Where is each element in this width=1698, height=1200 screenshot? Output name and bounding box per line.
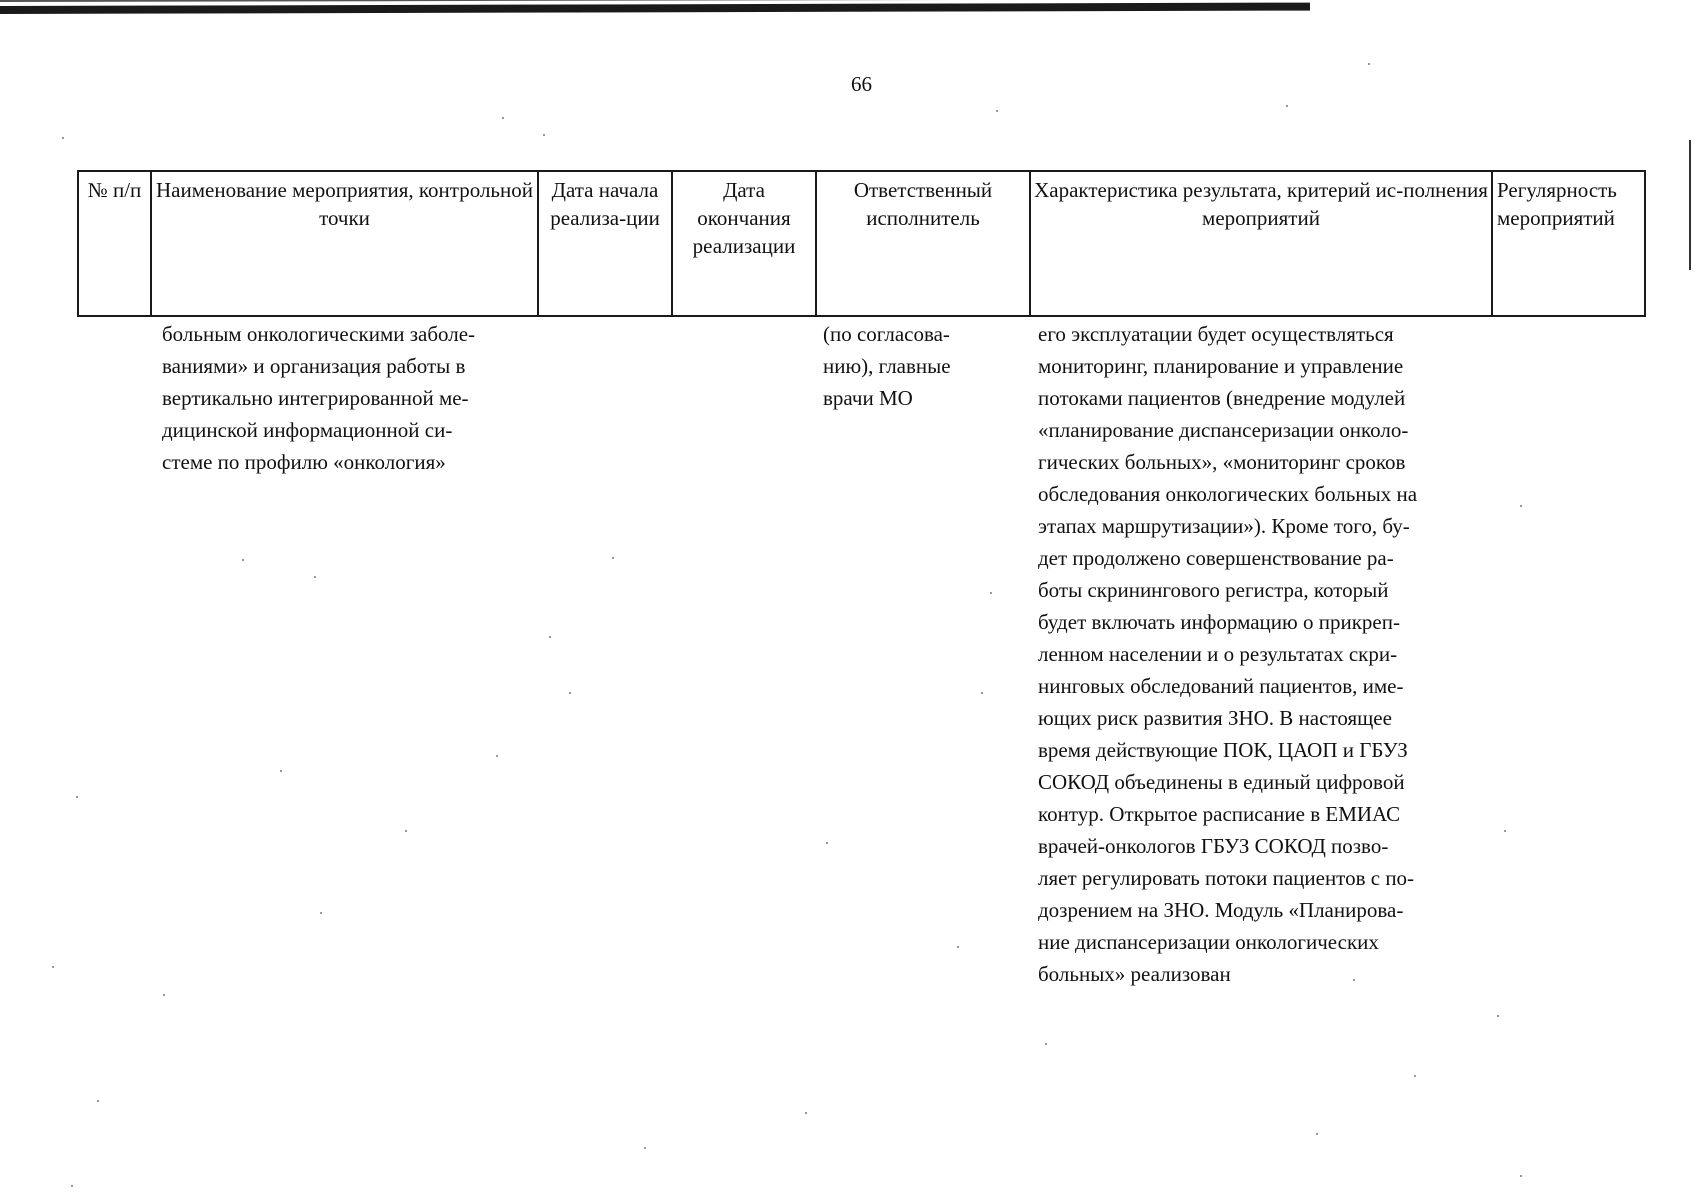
text-line: врачей-онкологов ГБУЗ СОКОД позво- (1038, 834, 1389, 858)
scan-speck (990, 592, 992, 594)
text-line: контур. Открытое расписание в ЕМИАС (1038, 802, 1401, 826)
text-line: дозрением на ЗНО. Модуль «Планирова- (1038, 898, 1404, 922)
text-line: ленном населении и о результатах скри- (1038, 642, 1398, 666)
text-line: ние диспансеризации онкологических (1038, 930, 1379, 954)
scan-speck (543, 134, 545, 136)
scan-speck (71, 1185, 73, 1187)
scan-speck (76, 796, 78, 798)
responsible-cell (823, 318, 1018, 414)
text-line: обследования онкологических больных на (1038, 482, 1418, 506)
scan-speck (52, 966, 54, 968)
text-line: ляет регулировать потоки пациентов с по- (1038, 866, 1415, 890)
text-line: боты скринингового регистра, который (1038, 578, 1389, 602)
scan-speck (1497, 1015, 1499, 1017)
text-line: этапах маршрутизации»). Кроме того, бу- (1038, 514, 1410, 538)
scan-speck (280, 770, 282, 772)
text-line: вертикально интегрированной ме- (162, 386, 469, 410)
text-line: больных» реализован (1038, 962, 1231, 986)
scan-speck (644, 1147, 646, 1149)
header-regularity: Регулярность мероприятий (1492, 171, 1645, 316)
text-line: его эксплуатации будет осуществляться (1038, 322, 1394, 346)
header-number: № п/п (78, 171, 151, 316)
page-number: 66 (851, 72, 872, 96)
top-border-thin-line (0, 0, 1310, 2)
scan-speck (805, 1112, 807, 1114)
scan-speck (1045, 1043, 1047, 1045)
text-line: дицинской информационной си- (162, 418, 453, 442)
scan-speck (1286, 105, 1288, 107)
text-line: больным онкологическими заболе- (162, 322, 476, 346)
table-header (77, 170, 1646, 317)
text-line: гических больных», «мониторинг сроков (1038, 450, 1406, 474)
scan-speck (1414, 1075, 1416, 1077)
header-end-date: Дата окончания реализации (672, 171, 816, 316)
scan-speck (163, 994, 165, 996)
table-header-row (78, 171, 1645, 316)
scan-speck (1520, 505, 1522, 507)
header-start-date: Дата начала реализа-ции (538, 171, 672, 316)
scan-speck (1316, 1133, 1318, 1135)
scan-speck (569, 692, 571, 694)
scan-speck (826, 842, 828, 844)
text-line: ющих риск развития ЗНО. В настоящее (1038, 706, 1392, 730)
scan-speck (502, 117, 504, 119)
top-border-thick-line (0, 3, 1310, 14)
scan-speck (97, 1100, 99, 1102)
scan-speck (496, 755, 498, 757)
scan-speck (996, 110, 998, 112)
scan-speck (405, 830, 407, 832)
scan-speck (62, 137, 64, 139)
text-line: мониторинг, планирование и управление (1038, 354, 1404, 378)
scan-speck (314, 576, 316, 578)
text-line: врачи МО (823, 386, 913, 410)
scan-speck (242, 559, 244, 561)
text-line: будет включать информацию о прикреп- (1038, 610, 1400, 634)
text-line: дет продолжено совершенствование ра- (1038, 546, 1394, 570)
header-responsible: Ответственный исполнитель (816, 171, 1030, 316)
text-line: ваниями» и организация работы в (162, 354, 466, 378)
scan-speck (1368, 63, 1370, 65)
header-event-name: Наименование мероприятия, контрольной точки (151, 171, 538, 316)
scan-speck (549, 636, 551, 638)
result-cell (1038, 318, 1476, 990)
scan-speck (612, 557, 614, 559)
scan-speck (320, 912, 322, 914)
header-result: Характеристика результата, критерий ис-полнения мероприятий (1030, 171, 1492, 316)
scan-speck (1504, 830, 1506, 832)
scan-edge-mark (1689, 140, 1691, 270)
text-line: «планирование диспансеризации онколо- (1038, 418, 1409, 442)
text-line: (по согласова- (823, 322, 950, 346)
text-line: нинговых обследований пациентов, име- (1038, 674, 1404, 698)
scan-speck (957, 946, 959, 948)
scan-speck (1520, 1175, 1522, 1177)
text-line: СОКОД объединены в единый цифровой (1038, 770, 1405, 794)
scan-speck (981, 692, 983, 694)
text-line: стеме по профилю «онкология» (162, 450, 446, 474)
text-line: потоками пациентов (внедрение модулей (1038, 386, 1406, 410)
text-line: время действующие ПОК, ЦАОП и ГБУЗ (1038, 738, 1408, 762)
text-line: нию), главные (823, 354, 951, 378)
event-name-cell (162, 318, 532, 478)
scan-speck (1353, 979, 1355, 981)
